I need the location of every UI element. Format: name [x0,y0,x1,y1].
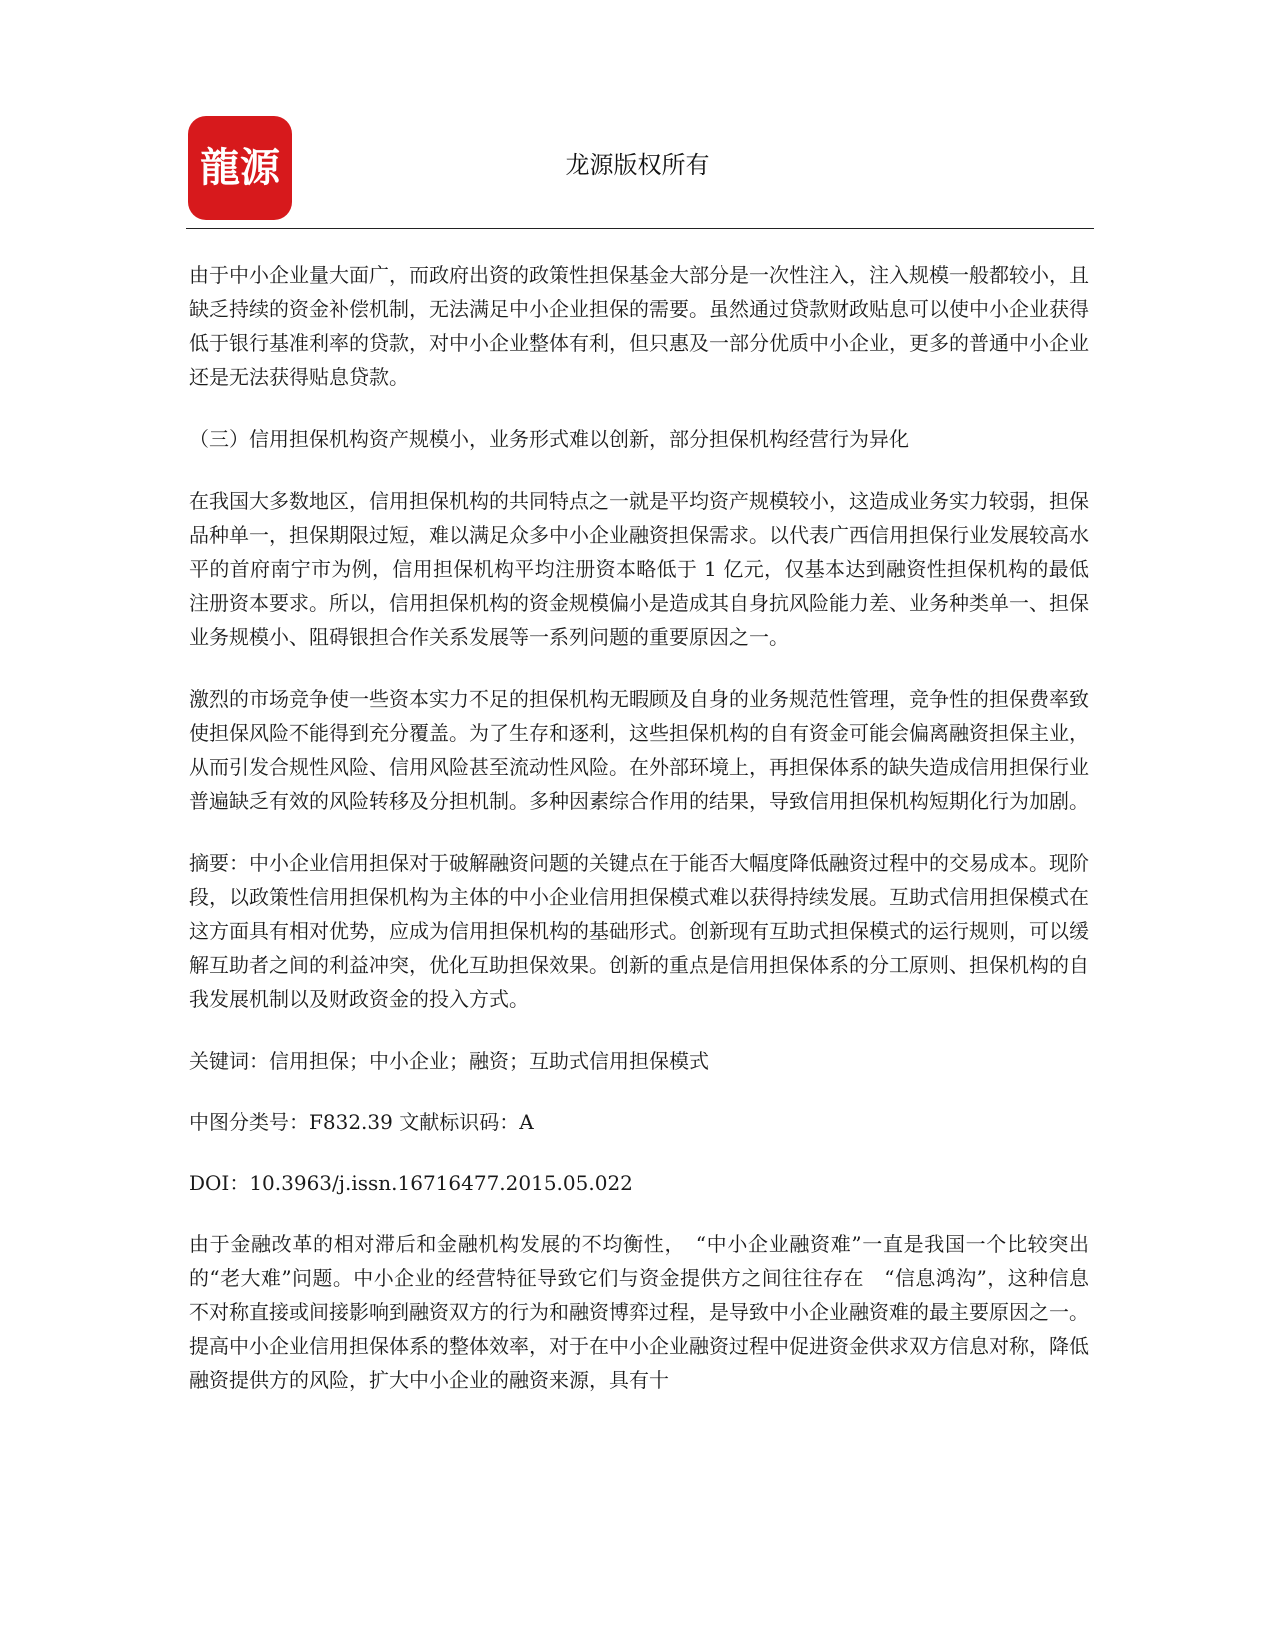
doi: DOI：10.3963/j.issn.16716477.2015.05.022 [189,1171,633,1195]
keywords: 关键词：信用担保；中小企业；融资；互助式信用担保模式 [189,1049,709,1073]
paragraph: 激烈的市场竞争使一些资本实力不足的担保机构无暇顾及自身的业务规范性管理，竞争性的担保费率致使担保风险不能得到充分覆盖。为了生存和逐利，这些担保机构的自有资金可能会偏离融资担保主业，从而引发合规性风险、信用风险甚至流动性风险。在外部环境上，再担保体系的缺失造成信用担保行业普遍缺乏有效的风险转移及分担机制。多种因素综合作用的结果，导致信用担保机构短期化行为加剧。 [189,687,1089,813]
paragraph: 在我国大多数地区，信用担保机构的共同特点之一就是平均资产规模较小，这造成业务实力较弱，担保品种单一，担保期限过短，难以满足众多中小企业融资担保需求。以代表广西信用担保行业发展较高水平的首府南宁市为例，信用担保机构平均注册资本略低于 1 亿元，仅基本达到融资性担保机构的最低注册资本要求。所以，信用担保机构的资金规模偏小是造成其自身抗风险能力差、业务种类单一、担保业务规模小、阻碍银担合作关系发展等一系列问题的重要原因之一。 [189,489,1089,649]
document-body [189,258,1089,1425]
logo-text: 龍源 [200,144,280,191]
page-header-title: 龙源版权所有 [565,151,710,179]
header-divider [186,228,1094,229]
paragraph: 由于金融改革的相对滞后和金融机构发展的不均衡性， “中小企业融资难”一直是我国一个比较突出的“老大难”问题。中小企业的经营特征导致它们与资金提供方之间往往存在 “信息鸿沟”，这种信息不对称直接或间接影响到融资双方的行为和融资博弈过程，是导致中小企业融资难的最主要原因之一。提高中小企业信用担保体系的整体效率，对于在中小企业融资过程中促进资金供求双方信息对称，降低融资提供方的风险，扩大中小企业的融资来源，具有十 [189,1232,1089,1392]
abstract: 摘要：中小企业信用担保对于破解融资问题的关键点在于能否大幅度降低融资过程中的交易成本。现阶段，以政策性信用担保机构为主体的中小企业信用担保模式难以获得持续发展。互助式信用担保模式在这方面具有相对优势，应成为信用担保机构的基础形式。创新现有互助式担保模式的运行规则，可以缓解互助者之间的利益冲突，优化互助担保效果。创新的重点是信用担保体系的分工原则、担保机构的自我发展机制以及财政资金的投入方式。 [189,851,1089,1011]
classification-code: 中图分类号：F832.39 文献标识码：A [189,1110,534,1134]
paragraph: 由于中小企业量大面广，而政府出资的政策性担保基金大部分是一次性注入，注入规模一般都较小，且缺乏持续的资金补偿机制，无法满足中小企业担保的需要。虽然通过贷款财政贴息可以使中小企业获得低于银行基准利率的贷款，对中小企业整体有利，但只惠及一部分优质中小企业，更多的普通中小企业还是无法获得贴息贷款。 [189,263,1089,389]
section-heading: （三）信用担保机构资产规模小，业务形式难以创新，部分担保机构经营行为异化 [189,427,909,451]
